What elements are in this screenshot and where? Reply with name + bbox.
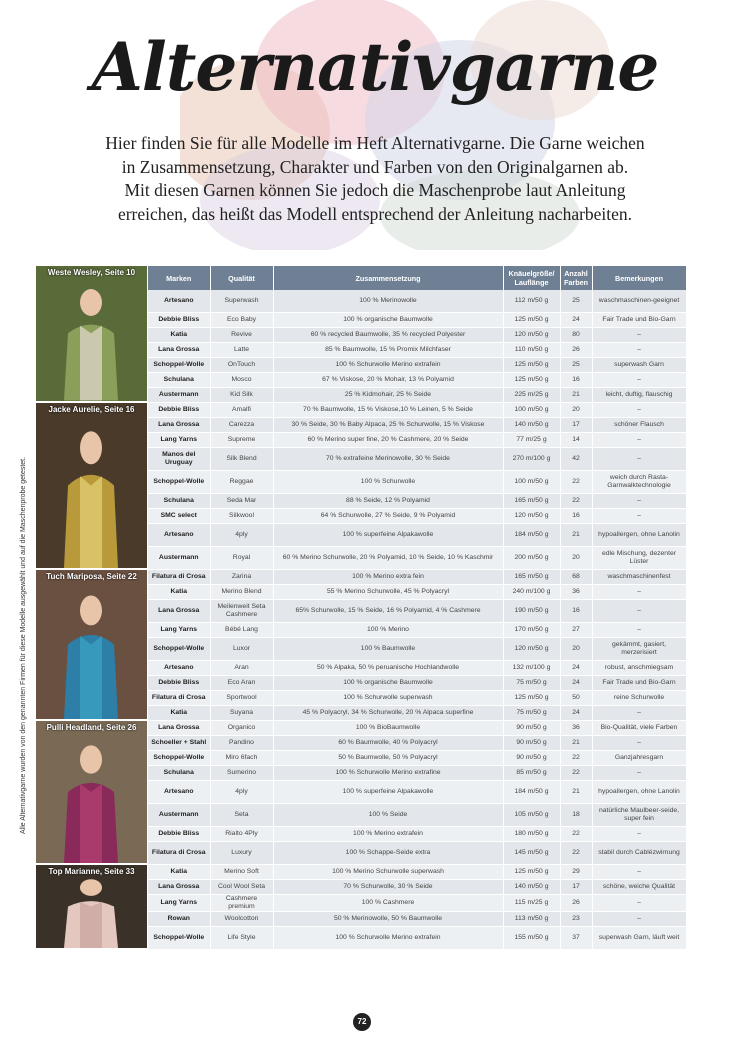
- length-cell: 125 m/50 g: [503, 358, 560, 373]
- model-photo: [36, 570, 147, 721]
- remarks-cell: hypoallergen, ohne Lanolin: [592, 524, 686, 547]
- composition-cell: 100 % Merino: [273, 623, 503, 638]
- table-row: [148, 403, 686, 418]
- brand-cell: Artesano: [148, 781, 210, 804]
- colors-cell: 29: [560, 865, 592, 880]
- colors-cell: 20: [560, 638, 592, 661]
- table-row: [148, 448, 686, 471]
- length-cell: 105 m/50 g: [503, 804, 560, 827]
- composition-cell: 55 % Merino Schurwolle, 45 % Polyacryl: [273, 585, 503, 600]
- length-cell: 125 m/50 g: [503, 373, 560, 388]
- table-row: [148, 358, 686, 373]
- colors-cell: 16: [560, 509, 592, 524]
- remarks-cell: –: [592, 328, 686, 343]
- brand-cell: Lana Grossa: [148, 880, 210, 895]
- quality-cell: Luxury: [210, 842, 273, 865]
- remarks-cell: –: [592, 585, 686, 600]
- quality-cell: Latte: [210, 343, 273, 358]
- length-cell: 77 m/25 g: [503, 433, 560, 448]
- colors-cell: 22: [560, 766, 592, 781]
- length-cell: 170 m/50 g: [503, 623, 560, 638]
- remarks-cell: waschmaschinen-geeignet: [592, 290, 686, 313]
- remarks-cell: superwash Garn, läuft weit: [592, 927, 686, 950]
- colors-cell: 17: [560, 418, 592, 433]
- photo-caption: Top Marianne, Seite 33: [48, 866, 135, 876]
- colors-cell: 36: [560, 721, 592, 736]
- composition-cell: 100 % Merino extra fein: [273, 570, 503, 585]
- length-cell: 240 m/100 g: [503, 585, 560, 600]
- brand-cell: Lang Yarns: [148, 433, 210, 448]
- remarks-cell: leicht, duftig, flauschig: [592, 388, 686, 403]
- brand-cell: Lana Grossa: [148, 343, 210, 358]
- quality-cell: Meilenweit Seta Cashmere: [210, 600, 273, 623]
- photo-caption: Jacke Aurelie, Seite 16: [48, 404, 135, 414]
- table-row: [148, 494, 686, 509]
- remarks-cell: superwash Garn: [592, 358, 686, 373]
- composition-cell: 100 % organische Baumwolle: [273, 313, 503, 328]
- remarks-cell: natürliche Maulbeer-seide, super fein: [592, 804, 686, 827]
- table-row: [148, 638, 686, 661]
- remarks-cell: –: [592, 865, 686, 880]
- brand-cell: Debbie Bliss: [148, 676, 210, 691]
- composition-cell: 88 % Seide, 12 % Polyamid: [273, 494, 503, 509]
- model-figure: [36, 403, 147, 568]
- quality-cell: Pandino: [210, 736, 273, 751]
- composition-cell: 67 % Viskose, 20 % Mohair, 13 % Polyamid: [273, 373, 503, 388]
- quality-cell: Royal: [210, 547, 273, 570]
- brand-cell: Katia: [148, 706, 210, 721]
- table-row: [148, 751, 686, 766]
- colors-cell: 80: [560, 328, 592, 343]
- length-cell: 180 m/50 g: [503, 827, 560, 842]
- quality-cell: Cashmere premium: [210, 895, 273, 912]
- length-cell: 145 m/50 g: [503, 842, 560, 865]
- table-row: [148, 570, 686, 585]
- brand-cell: Filatura di Crosa: [148, 842, 210, 865]
- model-photo: [36, 403, 147, 570]
- colors-cell: 20: [560, 547, 592, 570]
- column-header: Marken: [148, 266, 210, 290]
- length-cell: 120 m/50 g: [503, 509, 560, 524]
- table-row: [148, 328, 686, 343]
- quality-cell: Miro 6fach: [210, 751, 273, 766]
- quality-cell: Mosco: [210, 373, 273, 388]
- remarks-cell: –: [592, 494, 686, 509]
- remarks-cell: Fair Trade und Bio-Garn: [592, 313, 686, 328]
- quality-cell: Woolcotton: [210, 912, 273, 927]
- composition-cell: 60 % recycled Baumwolle, 35 % recycled Polyester: [273, 328, 503, 343]
- quality-cell: Supreme: [210, 433, 273, 448]
- composition-cell: 45 % Polyacryl, 34 % Schurwolle, 20 % Alpaca superfine: [273, 706, 503, 721]
- table-row: [148, 766, 686, 781]
- length-cell: 225 m/25 g: [503, 388, 560, 403]
- quality-cell: Silk Blend: [210, 448, 273, 471]
- colors-cell: 27: [560, 623, 592, 638]
- quality-cell: OnTouch: [210, 358, 273, 373]
- brand-cell: Lana Grossa: [148, 418, 210, 433]
- model-figure: [36, 865, 147, 948]
- composition-cell: 100 % superfeine Alpakawolle: [273, 781, 503, 804]
- colors-cell: 50: [560, 691, 592, 706]
- length-cell: 75 m/50 g: [503, 706, 560, 721]
- table-row: [148, 880, 686, 895]
- yarn-table: [148, 266, 687, 950]
- colors-cell: 21: [560, 781, 592, 804]
- composition-cell: 70 % Baumwolle, 15 % Viskose,10 % Leinen, 5 % Seide: [273, 403, 503, 418]
- table-row: [148, 418, 686, 433]
- brand-cell: Manos del Uruguay: [148, 448, 210, 471]
- colors-cell: 26: [560, 343, 592, 358]
- page-number: 72: [353, 1013, 371, 1031]
- colors-cell: 25: [560, 290, 592, 313]
- composition-cell: 85 % Baumwolle, 15 % Promix Milchfaser: [273, 343, 503, 358]
- model-figure: [36, 721, 147, 863]
- model-photo: [36, 865, 147, 950]
- table-row: [148, 290, 686, 313]
- composition-cell: 30 % Seide, 30 % Baby Alpaca, 25 % Schurwolle, 15 % Viskose: [273, 418, 503, 433]
- composition-cell: 100 % Schurwolle Merino extrafein: [273, 358, 503, 373]
- brand-cell: Schoppel-Wolle: [148, 358, 210, 373]
- quality-cell: Amalfi: [210, 403, 273, 418]
- intro-line: erreichen, das heißt das Modell entsprechend der Anleitung nacharbeiten.: [117, 203, 633, 224]
- colors-cell: 22: [560, 471, 592, 494]
- composition-cell: 100 % Merinowolle: [273, 290, 503, 313]
- table-row: [148, 623, 686, 638]
- remarks-cell: –: [592, 827, 686, 842]
- table-row: [148, 912, 686, 927]
- remarks-cell: reine Schurwolle: [592, 691, 686, 706]
- remarks-cell: –: [592, 736, 686, 751]
- brand-cell: Schoppel-Wolle: [148, 751, 210, 766]
- remarks-cell: –: [592, 509, 686, 524]
- quality-cell: Merino Soft: [210, 865, 273, 880]
- brand-cell: Lana Grossa: [148, 721, 210, 736]
- remarks-cell: weich durch Rasta-Garnwalktechnologie: [592, 471, 686, 494]
- composition-cell: 100 % Schurwolle: [273, 471, 503, 494]
- quality-cell: Merino Blend: [210, 585, 273, 600]
- quality-cell: Eco Baby: [210, 313, 273, 328]
- colors-cell: 21: [560, 736, 592, 751]
- remarks-cell: stabil durch Cablézwirnung: [592, 842, 686, 865]
- table-row: [148, 827, 686, 842]
- table-row: [148, 781, 686, 804]
- table-row: [148, 600, 686, 623]
- table-row: [148, 895, 686, 912]
- brand-cell: Lana Grossa: [148, 600, 210, 623]
- brand-cell: Austermann: [148, 804, 210, 827]
- quality-cell: Zarina: [210, 570, 273, 585]
- colors-cell: 68: [560, 570, 592, 585]
- length-cell: 90 m/50 g: [503, 721, 560, 736]
- colors-cell: 42: [560, 448, 592, 471]
- brand-cell: Rowan: [148, 912, 210, 927]
- length-cell: 184 m/50 g: [503, 781, 560, 804]
- brand-cell: Schoppel-Wolle: [148, 638, 210, 661]
- composition-cell: 64 % Schurwolle, 27 % Seide, 9 % Polyamid: [273, 509, 503, 524]
- remarks-cell: –: [592, 373, 686, 388]
- composition-cell: 100 % Merino Schurwolle superwash: [273, 865, 503, 880]
- quality-cell: Silkwool: [210, 509, 273, 524]
- model-photos: [36, 266, 147, 950]
- quality-cell: Superwash: [210, 290, 273, 313]
- table-row: [148, 313, 686, 328]
- intro-line: Mit diesen Garnen können Sie jedoch die Maschenprobe laut Anleitung: [124, 180, 626, 200]
- column-header: Bemerkungen: [592, 266, 686, 290]
- length-cell: 140 m/50 g: [503, 418, 560, 433]
- colors-cell: 16: [560, 600, 592, 623]
- length-cell: 100 m/50 g: [503, 403, 560, 418]
- brand-cell: Katia: [148, 328, 210, 343]
- quality-cell: Organico: [210, 721, 273, 736]
- composition-cell: 100 % Merino extrafein: [273, 827, 503, 842]
- composition-cell: 60 % Merino super fine, 20 % Cashmere, 20 % Seide: [273, 433, 503, 448]
- remarks-cell: –: [592, 706, 686, 721]
- photo-caption: Weste Wesley, Seite 10: [47, 268, 136, 277]
- quality-cell: Suyana: [210, 706, 273, 721]
- brand-cell: Schoppel-Wolle: [148, 927, 210, 950]
- table-row: [148, 721, 686, 736]
- brand-cell: Lang Yarns: [148, 623, 210, 638]
- table-row: [148, 804, 686, 827]
- quality-cell: Cool Wool Seta: [210, 880, 273, 895]
- length-cell: 184 m/50 g: [503, 524, 560, 547]
- remarks-cell: Fair Trade und Bio-Garn: [592, 676, 686, 691]
- length-cell: 110 m/50 g: [503, 343, 560, 358]
- colors-cell: 14: [560, 433, 592, 448]
- composition-cell: 70 % Schurwolle, 30 % Seide: [273, 880, 503, 895]
- composition-cell: 100 % Schappe-Seide extra: [273, 842, 503, 865]
- intro-line: Hier finden Sie für alle Modelle im Heft Alternativgarne. Die Garne weichen: [105, 133, 645, 153]
- remarks-cell: –: [592, 343, 686, 358]
- composition-cell: 25 % Kidmohair, 25 % Seide: [273, 388, 503, 403]
- length-cell: 155 m/50 g: [503, 927, 560, 950]
- colors-cell: 21: [560, 388, 592, 403]
- colors-cell: 22: [560, 494, 592, 509]
- photo-caption: Tuch Mariposa, Seite 22: [46, 571, 137, 581]
- brand-cell: Schoeller + Stahl: [148, 736, 210, 751]
- quality-cell: Bébé Lang: [210, 623, 273, 638]
- length-cell: 100 m/50 g: [503, 471, 560, 494]
- brand-cell: Debbie Bliss: [148, 827, 210, 842]
- brand-cell: Katia: [148, 585, 210, 600]
- remarks-cell: schöne, weiche Qualität: [592, 880, 686, 895]
- composition-cell: 70 % extrafeine Merinowolle, 30 % Seide: [273, 448, 503, 471]
- brand-cell: Filatura di Crosa: [148, 691, 210, 706]
- table-row: [148, 865, 686, 880]
- table-row: [148, 585, 686, 600]
- remarks-cell: –: [592, 448, 686, 471]
- colors-cell: 18: [560, 804, 592, 827]
- table-row: [148, 842, 686, 865]
- quality-cell: 4ply: [210, 781, 273, 804]
- model-figure: [36, 570, 147, 719]
- quality-cell: 4ply: [210, 524, 273, 547]
- quality-cell: Life Style: [210, 927, 273, 950]
- remarks-cell: Ganzjahresgarn: [592, 751, 686, 766]
- quality-cell: Reggae: [210, 471, 273, 494]
- composition-cell: 100 % Seide: [273, 804, 503, 827]
- composition-cell: 100 % organische Baumwolle: [273, 676, 503, 691]
- brand-cell: Artesano: [148, 290, 210, 313]
- composition-cell: 50 % Baumwolle, 50 % Polyacryl: [273, 751, 503, 766]
- quality-cell: Luxor: [210, 638, 273, 661]
- composition-cell: 100 % superfeine Alpakawolle: [273, 524, 503, 547]
- remarks-cell: edle Mischung, dezenter Lüster: [592, 547, 686, 570]
- length-cell: 112 m/50 g: [503, 290, 560, 313]
- table-header-row: [148, 266, 686, 290]
- photo-caption: Pulli Headland, Seite 26: [46, 722, 137, 732]
- remarks-cell: robust, anschmiegsam: [592, 661, 686, 676]
- length-cell: 165 m/50 g: [503, 570, 560, 585]
- colors-cell: 25: [560, 358, 592, 373]
- quality-cell: Seda Mar: [210, 494, 273, 509]
- length-cell: 125 m/50 g: [503, 865, 560, 880]
- composition-cell: 65% Schurwolle, 15 % Seide, 16 % Polyamid, 4 % Cashmere: [273, 600, 503, 623]
- remarks-cell: waschmaschinenfest: [592, 570, 686, 585]
- remarks-cell: –: [592, 623, 686, 638]
- length-cell: 90 m/50 g: [503, 736, 560, 751]
- brand-cell: Schulana: [148, 766, 210, 781]
- composition-cell: 100 % Schurwolle superwash: [273, 691, 503, 706]
- length-cell: 75 m/50 g: [503, 676, 560, 691]
- colors-cell: 24: [560, 313, 592, 328]
- column-header: Qualität: [210, 266, 273, 290]
- intro-text: [50, 132, 700, 226]
- length-cell: 165 m/50 g: [503, 494, 560, 509]
- brand-cell: Debbie Bliss: [148, 313, 210, 328]
- remarks-cell: –: [592, 403, 686, 418]
- quality-cell: Rialto 4Ply: [210, 827, 273, 842]
- composition-cell: 100 % Schurwolle Merino extrafein: [273, 927, 503, 950]
- table-row: [148, 433, 686, 448]
- brand-cell: Lang Yarns: [148, 895, 210, 912]
- remarks-cell: gekämmt, gasiert, merzerisiert: [592, 638, 686, 661]
- brand-cell: Artesano: [148, 661, 210, 676]
- length-cell: 125 m/50 g: [503, 313, 560, 328]
- length-cell: 90 m/50 g: [503, 751, 560, 766]
- composition-cell: 100 % Baumwolle: [273, 638, 503, 661]
- column-header: Zusammensetzung: [273, 266, 503, 290]
- remarks-cell: –: [592, 600, 686, 623]
- length-cell: 120 m/50 g: [503, 638, 560, 661]
- table-row: [148, 471, 686, 494]
- composition-cell: 60 % Baumwolle, 40 % Polyacryl: [273, 736, 503, 751]
- quality-cell: Sumerino: [210, 766, 273, 781]
- table-row: [148, 691, 686, 706]
- composition-cell: 50 % Merinowolle, 50 % Baumwolle: [273, 912, 503, 927]
- quality-cell: Seta: [210, 804, 273, 827]
- length-cell: 140 m/50 g: [503, 880, 560, 895]
- table-row: [148, 388, 686, 403]
- column-header: Anzahl Farben: [560, 266, 592, 290]
- composition-cell: 60 % Merino Schurwolle, 20 % Polyamid, 10 % Seide, 10 % Kaschmir: [273, 547, 503, 570]
- table-row: [148, 706, 686, 721]
- remarks-cell: –: [592, 433, 686, 448]
- quality-cell: Kid Silk: [210, 388, 273, 403]
- colors-cell: 22: [560, 842, 592, 865]
- table-row: [148, 736, 686, 751]
- composition-cell: 100 % BioBaumwolle: [273, 721, 503, 736]
- column-header: Knäuelgröße/ Lauflänge: [503, 266, 560, 290]
- remarks-cell: –: [592, 766, 686, 781]
- colors-cell: 24: [560, 676, 592, 691]
- table-row: [148, 373, 686, 388]
- model-photo: [36, 721, 147, 865]
- table-row: [148, 509, 686, 524]
- brand-cell: SMC select: [148, 509, 210, 524]
- colors-cell: 21: [560, 524, 592, 547]
- table-row: [148, 927, 686, 950]
- colors-cell: 20: [560, 403, 592, 418]
- length-cell: 190 m/50 g: [503, 600, 560, 623]
- brand-cell: Katia: [148, 865, 210, 880]
- colors-cell: 17: [560, 880, 592, 895]
- brand-cell: Schulana: [148, 494, 210, 509]
- remarks-cell: –: [592, 912, 686, 927]
- length-cell: 115 m/25 g: [503, 895, 560, 912]
- quality-cell: Sportwool: [210, 691, 273, 706]
- length-cell: 132 m/100 g: [503, 661, 560, 676]
- colors-cell: 37: [560, 927, 592, 950]
- page-title: Alternativgarne: [91, 28, 659, 106]
- colors-cell: 16: [560, 373, 592, 388]
- length-cell: 120 m/50 g: [503, 328, 560, 343]
- composition-cell: 100 % Schurwolle Merino extrafine: [273, 766, 503, 781]
- remarks-cell: schöner Flausch: [592, 418, 686, 433]
- brand-cell: Artesano: [148, 524, 210, 547]
- table-row: [148, 547, 686, 570]
- table-row: [148, 343, 686, 358]
- length-cell: 270 m/100 g: [503, 448, 560, 471]
- brand-cell: Debbie Bliss: [148, 403, 210, 418]
- quality-cell: Aran: [210, 661, 273, 676]
- length-cell: 125 m/50 g: [503, 691, 560, 706]
- remarks-cell: Bio-Qualität, viele Farben: [592, 721, 686, 736]
- length-cell: 85 m/50 g: [503, 766, 560, 781]
- colors-cell: 22: [560, 751, 592, 766]
- colors-cell: 22: [560, 827, 592, 842]
- composition-cell: 100 % Cashmere: [273, 895, 503, 912]
- model-figure: [36, 266, 147, 401]
- colors-cell: 24: [560, 706, 592, 721]
- brand-cell: Schulana: [148, 373, 210, 388]
- quality-cell: Revive: [210, 328, 273, 343]
- quality-cell: Eco Aran: [210, 676, 273, 691]
- colors-cell: 24: [560, 661, 592, 676]
- intro-line: in Zusammensetzung, Charakter und Farben von den Originalgarnen ab.: [121, 156, 629, 177]
- model-photo: [36, 266, 147, 403]
- brand-cell: Austermann: [148, 388, 210, 403]
- colors-cell: 23: [560, 912, 592, 927]
- side-note: Alle Alternativgarne wurden von den genannten Firmen für diese Modelle ausgewählt und auf die Maschenprobe getestet.: [20, 456, 27, 834]
- table-row: [148, 524, 686, 547]
- brand-cell: Austermann: [148, 547, 210, 570]
- length-cell: 200 m/50 g: [503, 547, 560, 570]
- composition-cell: 50 % Alpaka, 50 % peruanische Hochlandwolle: [273, 661, 503, 676]
- colors-cell: 26: [560, 895, 592, 912]
- table-row: [148, 661, 686, 676]
- quality-cell: Carezza: [210, 418, 273, 433]
- brand-cell: Schoppel-Wolle: [148, 471, 210, 494]
- remarks-cell: –: [592, 895, 686, 912]
- table-row: [148, 676, 686, 691]
- colors-cell: 36: [560, 585, 592, 600]
- length-cell: 113 m/50 g: [503, 912, 560, 927]
- remarks-cell: hypoallergen, ohne Lanolin: [592, 781, 686, 804]
- brand-cell: Filatura di Crosa: [148, 570, 210, 585]
